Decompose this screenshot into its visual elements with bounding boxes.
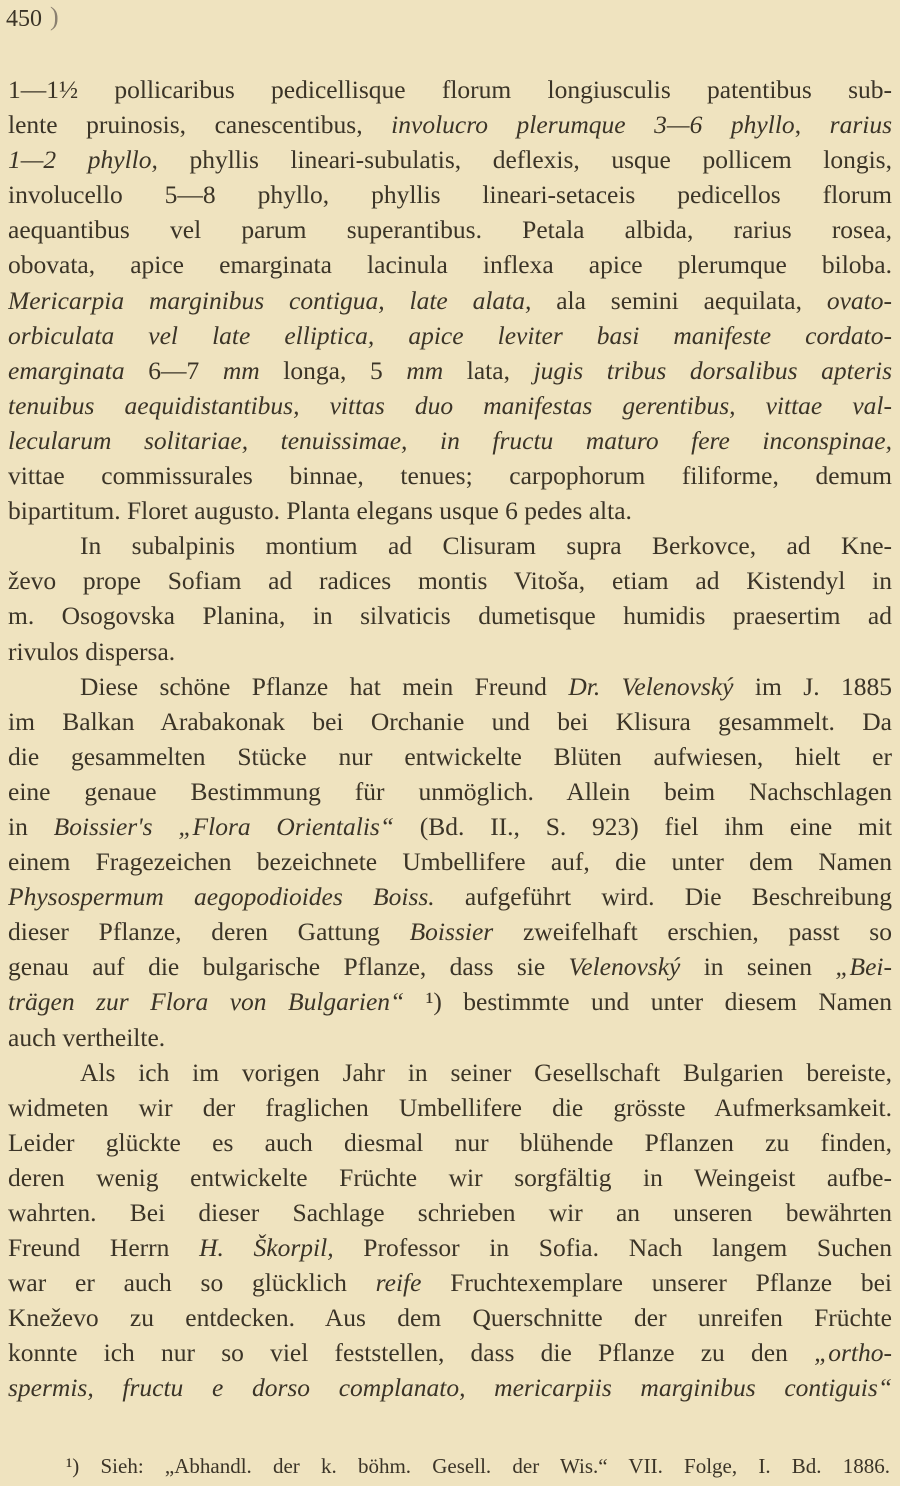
text-line bbox=[8, 634, 892, 669]
text-line bbox=[8, 949, 892, 984]
text-line bbox=[8, 879, 892, 914]
text-line bbox=[8, 563, 892, 598]
italic-text: Mericarpia marginibus contigua, late alata, bbox=[8, 285, 532, 315]
roman-text: Professor in Sofia. Nach langem Suchen bbox=[333, 1233, 892, 1263]
italic-text: involucro plerumque 3—6 phyllo bbox=[391, 110, 795, 140]
roman-text: auch vertheilte. bbox=[8, 1022, 166, 1052]
text-line bbox=[8, 669, 892, 704]
italic-text: reife bbox=[375, 1268, 422, 1298]
roman-text: ževo prope Sofiam ad radices montis Vitoša, etiam ad Kistendyl in bbox=[8, 566, 892, 596]
roman-text: , bbox=[794, 110, 830, 140]
text-line bbox=[8, 1020, 892, 1055]
roman-text: rivulos dispersa. bbox=[8, 636, 176, 666]
italic-text: H. Škorpil, bbox=[199, 1233, 334, 1263]
text-line bbox=[8, 1265, 892, 1300]
text-line bbox=[8, 212, 892, 247]
text-line bbox=[8, 1370, 892, 1405]
roman-text: Als ich im vorigen Jahr in seiner Gesellschaft Bulgarien bereiste, bbox=[80, 1057, 892, 1087]
italic-text: 1—2 phyllo, bbox=[8, 145, 158, 175]
text-line bbox=[8, 1335, 892, 1370]
text-line bbox=[8, 423, 892, 458]
roman-text: deren wenig entwickelte Früchte wir sorgfältig in Weingeist aufbe- bbox=[8, 1162, 892, 1192]
roman-text: zweifelhaft erschien, passt so bbox=[493, 917, 892, 947]
italic-text: jugis tribus dorsalibus apteris bbox=[533, 355, 892, 385]
italic-text: Physospermum aegopodioides Boiss. bbox=[8, 882, 435, 912]
roman-text: Leider glückte es auch diesmal nur blühende Pflanzen zu finden, bbox=[8, 1127, 892, 1157]
text-line bbox=[8, 914, 892, 949]
italic-text: tenuibus aequidistantibus, vittas duo manifestas gerentibus, vittae val- bbox=[8, 390, 892, 420]
text-line bbox=[8, 1230, 892, 1265]
text-line bbox=[8, 353, 892, 388]
roman-text: die gesammelten Stücke nur entwickelte Blüten aufwiesen, hielt er bbox=[8, 741, 892, 771]
roman-text: Fruchtexemplare unserer Pflanze bei bbox=[421, 1268, 892, 1298]
body-text bbox=[8, 72, 892, 1406]
roman-text: In subalpinis montium ad Clisuram supra Berkovce, ad Kne- bbox=[80, 531, 892, 561]
text-line bbox=[8, 283, 892, 318]
roman-text: aufgeführt wird. Die Beschreibung bbox=[434, 882, 892, 912]
roman-text: wahrten. Bei dieser Sachlage schrieben wir an unseren bewährten bbox=[8, 1198, 892, 1227]
italic-text: „Bei- bbox=[835, 952, 892, 982]
text-line bbox=[8, 142, 892, 177]
italic-text: trägen zur Flora von Bulgarien“ bbox=[8, 987, 405, 1017]
italic-text: emarginata bbox=[8, 355, 125, 385]
italic-text: spermis, fructu e dorso complanato, mericarpiis marginibus contiguis“ bbox=[8, 1373, 892, 1403]
text-line bbox=[8, 844, 892, 879]
italic-text: ovato- bbox=[826, 285, 892, 315]
text-line bbox=[8, 704, 892, 739]
roman-text: widmeten wir der fraglichen Umbellifere die grösste Aufmerksamkeit. bbox=[8, 1092, 892, 1122]
text-line bbox=[8, 177, 892, 212]
text-line bbox=[8, 1055, 892, 1090]
italic-text: rarius bbox=[829, 110, 892, 140]
italic-text: Dr. Velenovský bbox=[568, 671, 734, 701]
roman-text: war er auch so glücklich bbox=[8, 1268, 376, 1298]
text-line bbox=[8, 107, 892, 142]
roman-text: vittae commissurales binnae, tenues; carpophorum filiforme, demum bbox=[8, 461, 892, 491]
roman-text: lata, bbox=[443, 355, 534, 385]
italic-text: „ortho- bbox=[814, 1338, 892, 1368]
roman-text: obovata, apice emarginata lacinula inflexa apice plerumque biloba. bbox=[8, 250, 892, 280]
roman-text: lente pruinosis, canescentibus, bbox=[8, 110, 392, 140]
text-line bbox=[8, 1160, 892, 1195]
text-line bbox=[8, 247, 892, 282]
text-line bbox=[8, 598, 892, 633]
footnote: ¹) Sieh: „Abhandl. der k. böhm. Gesell. der Wis.“ VII. Folge, I. Bd. 1886. bbox=[66, 1454, 890, 1478]
text-line bbox=[8, 809, 892, 844]
roman-text: (Bd. II., S. 923) fiel ihm eine mit bbox=[394, 811, 892, 841]
roman-text: einem Fragezeichen bezeichnete Umbellifere auf, die unter dem Namen bbox=[8, 847, 892, 877]
text-line bbox=[8, 1090, 892, 1125]
text-line bbox=[8, 318, 892, 353]
italic-text: mm bbox=[222, 355, 260, 385]
roman-text: aequantibus vel parum superantibus. Petala albida, rarius rosea, bbox=[8, 215, 892, 245]
scan-mark: ) bbox=[50, 2, 59, 31]
roman-text: Diese schöne Pflanze hat mein Freund bbox=[80, 671, 569, 701]
text-line bbox=[8, 984, 892, 1019]
roman-text: in bbox=[8, 811, 54, 841]
roman-text: bipartitum. Floret augusto. Planta elegans usque 6 pedes alta. bbox=[8, 496, 632, 526]
roman-text: Kneževo zu entdecken. Aus dem Querschnitte der unreifen Früchte bbox=[8, 1303, 892, 1333]
roman-text: Freund Herrn bbox=[8, 1233, 200, 1263]
roman-text: im J. 1885 bbox=[733, 671, 892, 701]
roman-text: dieser Pflanze, deren Gattung bbox=[8, 917, 410, 947]
text-line bbox=[8, 1300, 892, 1335]
roman-text: in seinen bbox=[680, 952, 836, 982]
text-line bbox=[8, 739, 892, 774]
italic-text: Boissier's „Flora Orientalis“ bbox=[53, 811, 395, 841]
roman-text: ala semini aequilata, bbox=[531, 285, 827, 315]
text-line bbox=[8, 528, 892, 563]
roman-text: ¹) bestimmte und unter diesem Namen bbox=[404, 987, 892, 1017]
text-line bbox=[8, 493, 892, 528]
page-number: 450 bbox=[6, 6, 42, 32]
roman-text: 6—7 bbox=[124, 355, 223, 385]
roman-text: konnte ich nur so viel feststellen, dass die Pflanze zu den bbox=[8, 1338, 815, 1368]
italic-text: lecularum solitariae, tenuissimae, in fructu maturo fere inconspinae, bbox=[8, 425, 892, 455]
text-line bbox=[8, 1195, 892, 1230]
text-line bbox=[8, 1125, 892, 1160]
italic-text: orbiculata vel late elliptica, apice leviter basi manifeste cordato- bbox=[8, 320, 892, 350]
italic-text: Boissier bbox=[409, 917, 494, 947]
text-line bbox=[8, 458, 892, 493]
italic-text: mm bbox=[406, 355, 444, 385]
roman-text: longa, 5 bbox=[259, 355, 407, 385]
text-line bbox=[8, 774, 892, 809]
text-line bbox=[8, 72, 892, 107]
italic-text: Velenovský bbox=[568, 952, 681, 982]
roman-text: m. Osogovska Planina, in silvaticis dumetisque humidis praesertim ad bbox=[8, 601, 892, 631]
roman-text: genau auf die bulgarische Pflanze, dass sie bbox=[8, 952, 569, 982]
text-line bbox=[8, 388, 892, 423]
roman-text: involucello 5—8 phyllo, phyllis lineari-setaceis pedicellos florum bbox=[8, 180, 892, 210]
roman-text: im Balkan Arabakonak bei Orchanie und bei Klisura gesammelt. Da bbox=[8, 706, 892, 736]
roman-text: eine genaue Bestimmung für unmöglich. Allein beim Nachschlagen bbox=[8, 776, 892, 806]
roman-text: 1—1½ pollicaribus pedicellisque florum longiusculis patentibus sub- bbox=[8, 75, 892, 104]
roman-text: phyllis lineari-subulatis, deflexis, usque pollicem longis, bbox=[157, 145, 892, 175]
